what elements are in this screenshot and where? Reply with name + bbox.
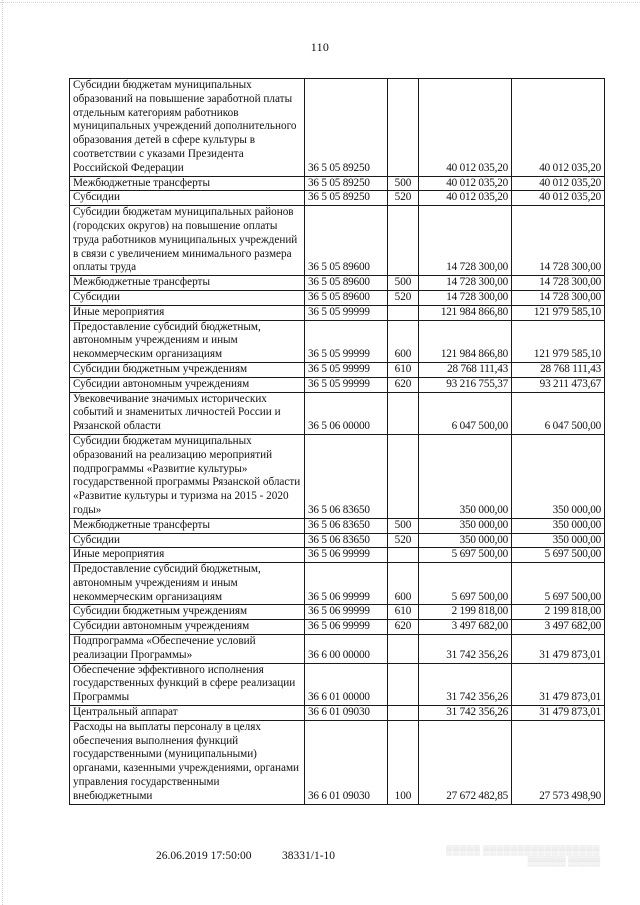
budget-table <box>69 78 605 805</box>
row-amount-2021: 31 479 873,01 <box>512 663 605 705</box>
table-row <box>70 663 605 705</box>
table-row <box>70 392 605 434</box>
row-expense-type <box>388 206 419 276</box>
row-amount-2020: 6 047 500,00 <box>419 392 512 434</box>
row-amount-2020: 40 012 035,20 <box>419 176 512 191</box>
row-amount-2021: 40 012 035,20 <box>512 79 605 177</box>
table-row <box>70 620 605 635</box>
row-amount-2021: 14 728 300,00 <box>512 206 605 276</box>
row-amount-2021: 14 728 300,00 <box>512 276 605 291</box>
row-target-code: 36 5 06 99999 <box>305 548 388 563</box>
table-row <box>70 176 605 191</box>
row-description: Подпрограмма «Обеспечение условий реализации Программы» <box>70 635 305 664</box>
row-target-code: 36 5 06 99999 <box>305 620 388 635</box>
row-amount-2020: 14 728 300,00 <box>419 206 512 276</box>
row-target-code: 36 5 06 99999 <box>305 563 388 605</box>
row-expense-type <box>388 305 419 320</box>
row-amount-2020: 350 000,00 <box>419 518 512 533</box>
row-target-code: 36 5 05 99999 <box>305 362 388 377</box>
row-target-code: 36 6 01 09030 <box>305 720 388 804</box>
row-description: Межбюджетные трансферты <box>70 176 305 191</box>
row-description: Межбюджетные трансферты <box>70 518 305 533</box>
row-amount-2021: 27 573 498,90 <box>512 720 605 804</box>
table-row <box>70 191 605 206</box>
table-row <box>70 605 605 620</box>
row-amount-2020: 350 000,00 <box>419 434 512 518</box>
row-expense-type: 620 <box>388 620 419 635</box>
row-amount-2020: 31 742 356,26 <box>419 706 512 721</box>
row-description: Иные мероприятия <box>70 548 305 563</box>
table-row <box>70 533 605 548</box>
table-row <box>70 320 605 362</box>
table-row <box>70 720 605 804</box>
row-expense-type: 520 <box>388 533 419 548</box>
row-expense-type <box>388 635 419 664</box>
row-description: Предоставление субсидий бюджетным, автономным учреждениям и иным некоммерческим организациям <box>70 563 305 605</box>
row-expense-type: 620 <box>388 377 419 392</box>
row-description: Субсидии бюджетам муниципальных образований на реализацию мероприятий подпрограммы «Развитие культуры» государственной программы Рязанской области «Развитие культуры и туризма на 2015 - 2020 годы» <box>70 434 305 518</box>
row-target-code: 36 5 05 89250 <box>305 191 388 206</box>
row-expense-type: 600 <box>388 563 419 605</box>
row-expense-type: 500 <box>388 176 419 191</box>
row-target-code: 36 6 00 00000 <box>305 635 388 664</box>
row-description: Увековечивание значимых исторических событий и знаменитых личностей России и Рязанской области <box>70 392 305 434</box>
row-amount-2021: 350 000,00 <box>512 434 605 518</box>
row-description: Субсидии бюджетам муниципальных образований на повышение заработной платы отдельным категориям работников муниципальных учреждений дополнительного образования детей в сфере культуры в соответствии с указами Президента Российской Федерации <box>70 79 305 177</box>
row-target-code: 36 5 05 89600 <box>305 276 388 291</box>
row-amount-2020: 121 984 866,80 <box>419 305 512 320</box>
table-row <box>70 377 605 392</box>
row-amount-2020: 14 728 300,00 <box>419 290 512 305</box>
budget-table-body <box>70 79 605 805</box>
table-row <box>70 276 605 291</box>
scan-edge-left <box>2 0 5 905</box>
table-row <box>70 79 605 177</box>
row-expense-type: 600 <box>388 320 419 362</box>
row-target-code: 36 5 05 89600 <box>305 290 388 305</box>
row-amount-2021: 5 697 500,00 <box>512 548 605 563</box>
table-row <box>70 635 605 664</box>
table-row <box>70 362 605 377</box>
row-amount-2021: 40 012 035,20 <box>512 191 605 206</box>
row-description: Субсидии <box>70 533 305 548</box>
row-expense-type <box>388 548 419 563</box>
row-target-code: 36 6 01 00000 <box>305 663 388 705</box>
row-target-code: 36 5 06 00000 <box>305 392 388 434</box>
row-amount-2021: 40 012 035,20 <box>512 176 605 191</box>
footer-doc-number: 38331/1-10 <box>282 850 336 862</box>
row-amount-2021: 6 047 500,00 <box>512 392 605 434</box>
row-expense-type: 500 <box>388 518 419 533</box>
row-target-code: 36 5 05 89600 <box>305 206 388 276</box>
footer-datetime: 26.06.2019 17:50:00 <box>156 850 252 862</box>
row-target-code: 36 5 06 83650 <box>305 533 388 548</box>
table-row <box>70 518 605 533</box>
table-row <box>70 563 605 605</box>
table-row <box>70 290 605 305</box>
row-expense-type <box>388 392 419 434</box>
table-row <box>70 434 605 518</box>
row-expense-type: 100 <box>388 720 419 804</box>
row-amount-2020: 121 984 866,80 <box>419 320 512 362</box>
row-target-code: 36 5 05 99999 <box>305 305 388 320</box>
row-expense-type <box>388 79 419 177</box>
table-row <box>70 305 605 320</box>
row-amount-2021: 5 697 500,00 <box>512 563 605 605</box>
row-expense-type <box>388 434 419 518</box>
row-expense-type <box>388 663 419 705</box>
row-amount-2021: 31 479 873,01 <box>512 635 605 664</box>
row-amount-2020: 5 697 500,00 <box>419 548 512 563</box>
row-amount-2021: 14 728 300,00 <box>512 290 605 305</box>
row-description: Субсидии бюджетным учреждениям <box>70 605 305 620</box>
table-row <box>70 548 605 563</box>
row-target-code: 36 5 05 89250 <box>305 79 388 177</box>
row-description: Субсидии бюджетам муниципальных районов (городских округов) на повышение оплаты труда работников муниципальных учреждений в связи с увеличением минимального размера оплаты труда <box>70 206 305 276</box>
row-amount-2020: 3 497 682,00 <box>419 620 512 635</box>
row-amount-2021: 2 199 818,00 <box>512 605 605 620</box>
row-description: Субсидии автономным учреждениям <box>70 377 305 392</box>
row-expense-type: 500 <box>388 276 419 291</box>
row-description: Субсидии <box>70 290 305 305</box>
row-target-code: 36 5 06 83650 <box>305 434 388 518</box>
row-expense-type: 610 <box>388 605 419 620</box>
row-target-code: 36 5 05 99999 <box>305 320 388 362</box>
row-amount-2020: 40 012 035,20 <box>419 79 512 177</box>
row-expense-type: 520 <box>388 290 419 305</box>
row-amount-2020: 31 742 356,26 <box>419 663 512 705</box>
row-description: Иные мероприятия <box>70 305 305 320</box>
row-description: Центральный аппарат <box>70 706 305 721</box>
page-number: 110 <box>310 40 330 54</box>
table-row <box>70 706 605 721</box>
row-amount-2020: 27 672 482,85 <box>419 720 512 804</box>
row-target-code: 36 6 01 09030 <box>305 706 388 721</box>
row-amount-2021: 121 979 585,10 <box>512 305 605 320</box>
row-description: Предоставление субсидий бюджетным, автономным учреждениям и иным некоммерческим организациям <box>70 320 305 362</box>
row-description: Субсидии бюджетным учреждениям <box>70 362 305 377</box>
row-amount-2020: 93 216 755,37 <box>419 377 512 392</box>
row-amount-2020: 5 697 500,00 <box>419 563 512 605</box>
row-amount-2021: 28 768 111,43 <box>512 362 605 377</box>
row-amount-2021: 31 479 873,01 <box>512 706 605 721</box>
row-amount-2021: 121 979 585,10 <box>512 320 605 362</box>
row-amount-2020: 350 000,00 <box>419 533 512 548</box>
row-target-code: 36 5 05 89250 <box>305 176 388 191</box>
table-row <box>70 206 605 276</box>
row-target-code: 36 5 05 99999 <box>305 377 388 392</box>
row-description: Субсидии <box>70 191 305 206</box>
row-expense-type: 520 <box>388 191 419 206</box>
row-amount-2020: 14 728 300,00 <box>419 276 512 291</box>
row-amount-2020: 28 768 111,43 <box>419 362 512 377</box>
row-amount-2020: 31 742 356,26 <box>419 635 512 664</box>
row-description: Межбюджетные трансферты <box>70 276 305 291</box>
row-amount-2021: 350 000,00 <box>512 533 605 548</box>
row-description: Расходы на выплаты персоналу в целях обеспечения выполнения функций государственными (муниципальными) органами, казенными учреждениями, органами управления государственными внебюджетными <box>70 720 305 804</box>
row-amount-2020: 40 012 035,20 <box>419 191 512 206</box>
row-target-code: 36 5 06 83650 <box>305 518 388 533</box>
row-expense-type: 610 <box>388 362 419 377</box>
row-amount-2020: 2 199 818,00 <box>419 605 512 620</box>
row-target-code: 36 5 06 99999 <box>305 605 388 620</box>
row-description: Обеспечение эффективного исполнения государственных функций в сфере реализации Программы <box>70 663 305 705</box>
row-amount-2021: 350 000,00 <box>512 518 605 533</box>
row-expense-type <box>388 706 419 721</box>
faint-stamp: ▒▒▒▒▒ ▒▒▒▒▒▒▒▒▒▒▒▒▒▒▒▒▒ ▒▒▒▒▒▒ ▒▒▒▒▒ <box>445 845 600 866</box>
row-amount-2021: 93 211 473,67 <box>512 377 605 392</box>
scan-edge-top <box>0 2 640 4</box>
row-amount-2021: 3 497 682,00 <box>512 620 605 635</box>
row-description: Субсидии автономным учреждениям <box>70 620 305 635</box>
